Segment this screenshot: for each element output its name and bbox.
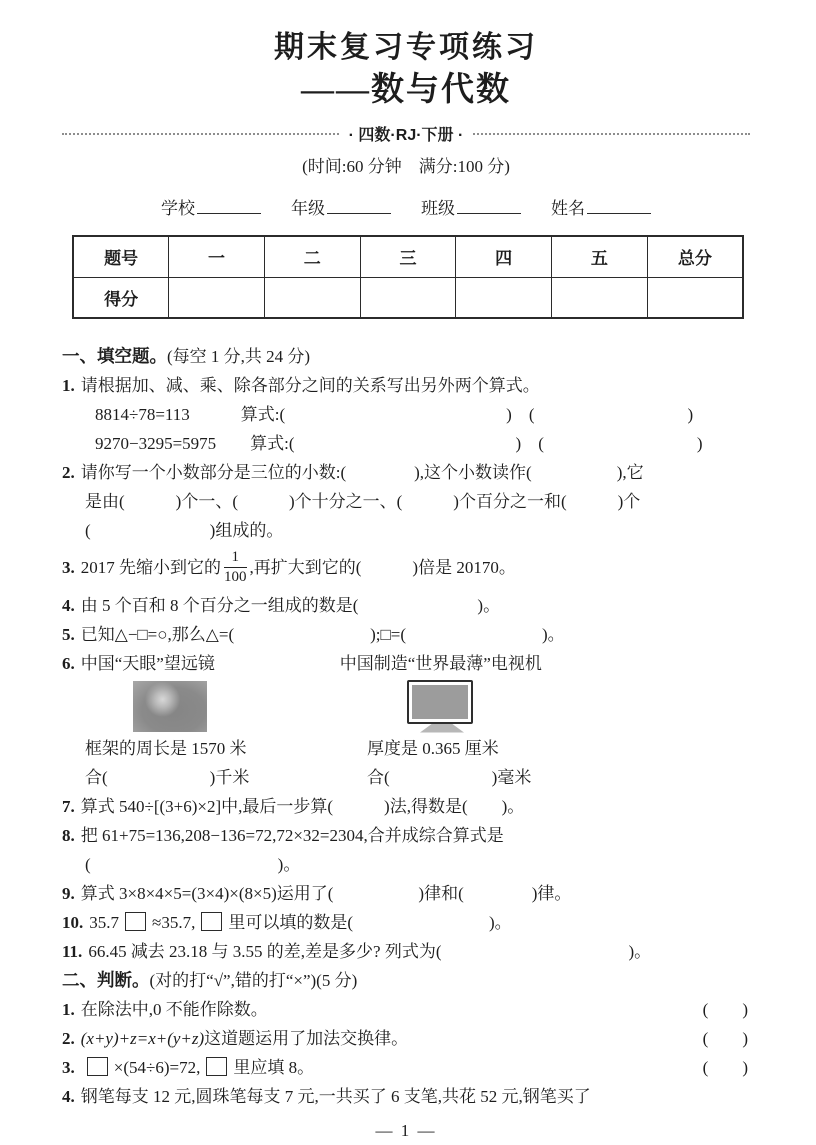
section1-note: (每空 1 分,共 24 分) xyxy=(167,347,311,366)
fraction-1-100 xyxy=(224,549,247,585)
s2-q2-number: 2. xyxy=(62,1029,75,1048)
s1-q2-number: 2. xyxy=(62,463,75,482)
s1-q9-line xyxy=(62,879,750,908)
s1-q6-left-image-cell xyxy=(85,681,367,732)
s1-q10-number: 10. xyxy=(62,913,84,932)
s1-q8-text1: 把 61+75=136,208−136=72,72×32=2304,合并成综合算式是 xyxy=(80,826,504,845)
s1-q6-left-caption: 框架的周长是 1570 米 xyxy=(85,739,247,758)
s1-q6-left-conversion: 合( )千米 xyxy=(85,768,250,787)
s1-q5-text: 已知△−□=○,那么△=( );□=( )。 xyxy=(80,625,565,644)
class-field xyxy=(421,194,521,223)
score-col-4: 四 xyxy=(456,236,552,277)
s2-q3-seg2: 里应填 8。 xyxy=(233,1058,315,1077)
s1-q5-line xyxy=(62,620,750,649)
fraction-denominator: 100 xyxy=(224,568,247,585)
exam-time-score-info: (时间:60 分钟 满分:100 分) xyxy=(302,157,510,176)
grade-field xyxy=(291,194,391,223)
s1-q10-seg2: ≈35.7, xyxy=(152,913,196,932)
school-label: 学校 xyxy=(161,199,195,218)
score-col-1: 一 xyxy=(169,236,265,277)
tv-screen xyxy=(407,680,473,724)
s2-q1-answer-parens: ( ) xyxy=(702,1000,748,1019)
s1-q1-number: 1. xyxy=(62,376,75,395)
s1-q1-line1: 8814÷78=113 算式:( ) ( ) xyxy=(95,405,694,424)
s2-q3-answer-parens: ( ) xyxy=(702,1058,748,1077)
page-title: 期末复习专项练习 xyxy=(274,31,538,64)
s1-q4-number: 4. xyxy=(62,596,75,615)
s1-q3-number: 3. xyxy=(62,558,75,577)
s1-q3-line xyxy=(62,545,750,591)
s1-q2-line1 xyxy=(62,458,750,487)
score-col-2: 二 xyxy=(264,236,360,277)
page-subtitle: ——数与代数 xyxy=(301,72,511,108)
s1-q6-right-image-cell xyxy=(367,680,477,733)
s1-q6-images xyxy=(85,678,750,734)
score-cell xyxy=(647,277,743,318)
student-info-row xyxy=(62,194,750,223)
section2-title: 二、判断。 xyxy=(62,970,150,990)
s1-q11-line xyxy=(62,937,750,966)
edition-divider xyxy=(62,122,750,144)
s2-q2-answer-parens: ( ) xyxy=(702,1029,748,1048)
s1-q1-line2: 9270−3295=5975 算式:( ) ( ) xyxy=(95,434,703,453)
blank-box-icon xyxy=(125,912,146,931)
name-field xyxy=(551,194,651,223)
s1-q7-line xyxy=(62,792,750,821)
section1-title: 一、填空题。 xyxy=(62,346,167,366)
s1-q6-right-caption: 厚度是 0.365 厘米 xyxy=(367,739,499,758)
fraction-numerator: 1 xyxy=(224,549,247,568)
s1-q6-right-title: 中国制造“世界最薄”电视机 xyxy=(339,654,542,673)
s1-q2-line2: 是由( )个一、( )个十分之一、( )个百分之一和( )个 xyxy=(85,492,641,511)
s1-q1-text: 请根据加、减、乘、除各部分之间的关系写出另外两个算式。 xyxy=(80,376,540,395)
s1-q2-text1: 请你写一个小数部分是三位的小数:( ),这个小数读作( ),它 xyxy=(80,463,644,482)
s1-q4-line xyxy=(62,591,750,620)
blank-box-icon xyxy=(206,1057,227,1076)
score-cell xyxy=(264,277,360,318)
section2-note: (对的打“√”,错的打“×”)(5 分) xyxy=(149,971,358,990)
s2-q3-seg1: ×(54÷6)=72, xyxy=(113,1058,201,1077)
s1-q6-left-title: 中国“天眼”望远镜 xyxy=(80,654,215,673)
s1-q3-post: ,再扩大到它的( )倍是 20170。 xyxy=(249,558,516,577)
s1-q5-number: 5. xyxy=(62,625,75,644)
s1-q6-conversions xyxy=(85,763,750,792)
s2-q1-text: 在除法中,0 不能作除数。 xyxy=(80,1000,268,1019)
s2-q2-equation: (x+y)+z=x+(y+z) xyxy=(80,1029,205,1048)
section2-heading xyxy=(62,966,750,995)
score-col-3: 三 xyxy=(360,236,456,277)
fast-telescope-photo xyxy=(133,681,207,732)
class-label: 班级 xyxy=(421,199,455,218)
blank-box-icon xyxy=(87,1057,108,1076)
s2-q3-number: 3. xyxy=(62,1058,75,1077)
edition-label: · 四数·RJ·下册 · xyxy=(339,122,474,145)
s2-q3-line xyxy=(62,1053,750,1082)
s1-q1-intro xyxy=(62,371,750,400)
s1-q6-captions xyxy=(85,734,750,763)
s1-q10-line xyxy=(62,908,750,937)
s1-q10-seg1: 35.7 xyxy=(89,913,119,932)
s2-q4-text: 钢笔每支 12 元,圆珠笔每支 7 元,一共买了 6 支笔,共花 52 元,钢笔买了 xyxy=(80,1087,591,1106)
s1-q11-number: 11. xyxy=(62,942,83,961)
s1-q7-number: 7. xyxy=(62,797,75,816)
s1-q8-line1 xyxy=(62,821,750,850)
school-blank-line xyxy=(197,197,261,214)
s1-q8-line2: ( )。 xyxy=(85,855,301,874)
score-cell xyxy=(360,277,456,318)
s1-q6-left-head xyxy=(62,649,340,678)
s1-q10-seg3: 里可以填的数是( )。 xyxy=(228,913,512,932)
class-blank-line xyxy=(457,197,521,214)
s1-q9-number: 9. xyxy=(62,884,75,903)
score-table-score-row xyxy=(73,277,743,318)
s1-q11-text: 66.45 减去 23.18 与 3.55 的差,差是多少? 列式为( )。 xyxy=(88,942,652,961)
s2-q4-line xyxy=(62,1082,750,1111)
name-blank-line xyxy=(587,197,651,214)
s2-q2-text: 这道题运用了加法交换律。 xyxy=(204,1029,409,1048)
s2-q2-line xyxy=(62,1024,750,1053)
s1-q9-text: 算式 3×8×4×5=(3×4)×(8×5)运用了( )律和( )律。 xyxy=(80,884,572,903)
score-col-total: 总分 xyxy=(647,236,743,277)
tv-stand xyxy=(420,724,464,733)
s1-q4-text: 由 5 个百和 8 个百分之一组成的数是( )。 xyxy=(80,596,501,615)
score-table-header-row xyxy=(73,236,743,277)
s1-q6-number: 6. xyxy=(62,654,75,673)
section1-heading xyxy=(62,342,750,371)
score-cell xyxy=(456,277,552,318)
s1-q3-pre: 2017 先缩小到它的 xyxy=(80,558,221,577)
tv-panel xyxy=(412,685,468,719)
s1-q6-titles xyxy=(62,649,750,678)
score-table-corner: 题号 xyxy=(73,236,169,277)
score-cell xyxy=(552,277,648,318)
grade-blank-line xyxy=(327,197,391,214)
s1-q6-right-conversion: 合( )毫米 xyxy=(367,768,532,787)
s2-q1-number: 1. xyxy=(62,1000,75,1019)
s2-q1-line xyxy=(62,995,750,1024)
page-number: — 1 — xyxy=(375,1121,437,1140)
score-row-label: 得分 xyxy=(73,277,169,318)
grade-label: 年级 xyxy=(291,199,325,218)
school-field xyxy=(161,194,261,223)
blank-box-icon xyxy=(201,912,222,931)
name-label: 姓名 xyxy=(551,199,585,218)
score-col-5: 五 xyxy=(552,236,648,277)
score-cell xyxy=(169,277,265,318)
s1-q8-number: 8. xyxy=(62,826,75,845)
s1-q2-line3: ( )组成的。 xyxy=(85,521,284,540)
score-table xyxy=(72,235,744,319)
thin-tv-illustration xyxy=(407,680,477,733)
s2-q4-number: 4. xyxy=(62,1087,75,1106)
s1-q7-text: 算式 540÷[(3+6)×2]中,最后一步算( )法,得数是( )。 xyxy=(80,797,525,816)
